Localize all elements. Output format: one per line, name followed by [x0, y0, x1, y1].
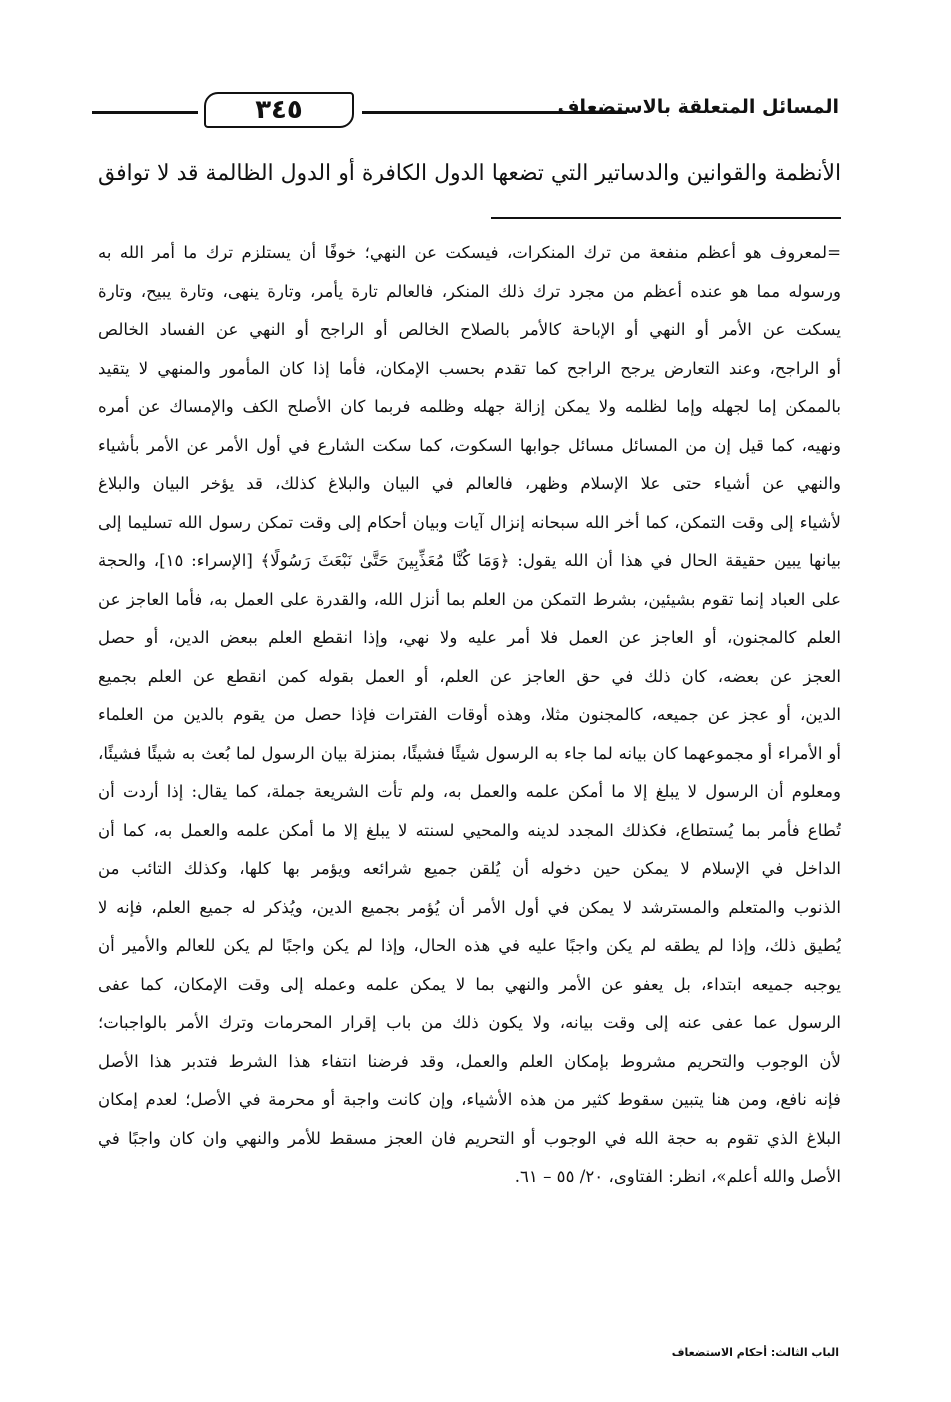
footnote-line: فإنه نافع، ومن هنا يتبين سقوط كثير من هذه الأشياء، وإن كانت واجبة أو محرمة في الأصل؛ لعدم إمكان [98, 1090, 841, 1109]
footnote-line: على العباد إنما تقوم بشيئين، بشرط التمكن من العلم بما أنزل الله، والقدرة على العمل به، فأما العاجز عن [98, 589, 841, 609]
footnote-line: بالممكن إما لجهله وإما لظلمه ولا يمكن إزالة جهله وظلمه فربما كان الأصلح الكف والإمساك عن أمره [98, 397, 841, 416]
footnote-line: يسكت عن الأمر أو النهي أو الإباحة كالأمر بالصلاح الخالص أو الراجح أو النهي عن الفساد الخالص [98, 320, 841, 339]
footnote-line: الدين، أو عجز عن جميعه، كالمجنون مثلا، وهذه أوقات الفترات فإذا حصل من يقوم بالدين من العلماء [98, 705, 841, 724]
footnote-block [98, 234, 841, 1197]
footnote-line: ورسوله مما هو عنده أعظم من مجرد ترك ذلك المنكر، فالعالم تارة يأمر، وتارة ينهى، وتارة يبيح، وتارة [98, 281, 841, 301]
footnote-line: العجز عن بعضه، كان ذلك في حق العاجز عن العلم، أو العمل بقوله كمن انقطع عن العلم بجميع [98, 666, 841, 686]
footnote-line: يوجبه جميعه ابتداء، بل يعفو عن الأمر والنهي بما لا يمكن علمه وعمله إلى وقت الإمكان، كما عفى [98, 974, 841, 994]
main-text-line: الأنظمة والقوانين والدساتير التي تضعها الدول الكافرة أو الدول الظالمة قد لا توافق [98, 161, 841, 186]
footnote-line: بيانها يبين حقيقة الحال في هذا أن الله يقول: ﴿وَمَا كُنَّا مُعَذِّبِينَ حَتَّىٰ نَبْعَثَ رَسُولًا﴾ [الإسراء: ١٥]، والحجة [98, 551, 841, 570]
footnote-line: والنهي عن أشياء حتى علا الإسلام وظهر، فالعالم في البيان والبلاغ كذلك، قد يؤخر البيان والبلاغ [98, 474, 841, 493]
footnote-line: الأصل والله أعلم»، انظر: الفتاوى، ٢٠/ ٥٥ – ٦١. [514, 1167, 841, 1186]
footnote-line: ونهيه، كما قيل إن من المسائل مسائل جوابها السكوت، كما سكت الشارع في أول الأمر عن الأمر بأشياء [98, 435, 841, 455]
page-number: ٣٤٥ [204, 92, 354, 128]
running-head: المسائل المتعلقة بالاستضعاف [557, 96, 839, 118]
footnote-line: الذنوب والمتعلم والمسترشد لا يمكن في أول الأمر أن يُؤمر بجميع الدين، ويُذكر له جميع العلم، فإنه لا [98, 897, 841, 917]
footnote-line: أو الأمراء أو مجموعهما كان بيانه لما جاء به الرسول شيئًا فشيئًا، بمنزلة بيان الرسول لما بُعث به شيئًا فشيئًا، [98, 743, 841, 763]
footnote-separator [491, 217, 841, 219]
footnote-line: =لمعروف هو أعظم منفعة من ترك المنكرات، فيسكت عن النهي؛ خوفًا أن يستلزم ترك ما أمر الله به [98, 243, 841, 262]
footnote-line: لأشياء إلى وقت التمكن، كما أخر الله سبحانه إنزال آيات وبيان أحكام إلى وقت تمكن رسول الله تسليما إلى [98, 512, 841, 532]
page-header [92, 86, 839, 136]
footnote-line: يُطيق ذلك، وإذا لم يطقه لم يكن واجبًا عليه في هذه الحال، وإذا لم يكن واجبًا لم يكن للعالم والأمير أن [98, 936, 841, 955]
footnote-line: تُطاع فأمر بما يُستطاع، فكذلك المجدد لدينه والمحيي لسنته لا يبلغ إلا ما أمكن علمه والعمل به، كما أن [98, 820, 841, 840]
page-footer: الباب الثالث: أحكام الاستضعاف [671, 1346, 839, 1359]
footnote-line: العلم كالمجنون، أو العاجز عن العمل فلا أمر عليه ولا نهي، وإذا انقطع العلم ببعض الدين، أو حصل [98, 628, 841, 647]
footnote-line: أو الراجح، وعند التعارض يرجح الراجح كما تقدم بحسب الإمكان، فأما إذا كان المأمور والمنهي لا يتقيد [98, 358, 841, 378]
footnote-line: لأن الوجوب والتحريم مشروط بإمكان العلم والعمل، وقد فرضنا انتفاء هذا الشرط فتدبر هذا الأصل [98, 1051, 841, 1071]
header-rule-left [92, 111, 198, 114]
footnote-line: الداخل في الإسلام لا يمكن حين دخوله أن يُلقن جميع شرائعه ويؤمر بها كلها، وكذلك التائب من [98, 859, 841, 878]
footnote-line: الرسول عما عفى عنه إلى وقت بيانه، ولا يكون ذلك من باب إقرار المحرمات وترك الأمر بالواجبات؛ [98, 1013, 841, 1032]
footnote-line: البلاغ الذي تقوم به حجة الله في الوجوب أو التحريم فان العجز مسقط للأمر والنهي وان كان واجبًا في [98, 1128, 841, 1148]
footnote-line: ومعلوم أن الرسول لا يبلغ إلا ما أمكن علمه والعمل به، ولم تأت الشريعة جملة، كما يقال: إذا أردت أن [98, 782, 841, 801]
